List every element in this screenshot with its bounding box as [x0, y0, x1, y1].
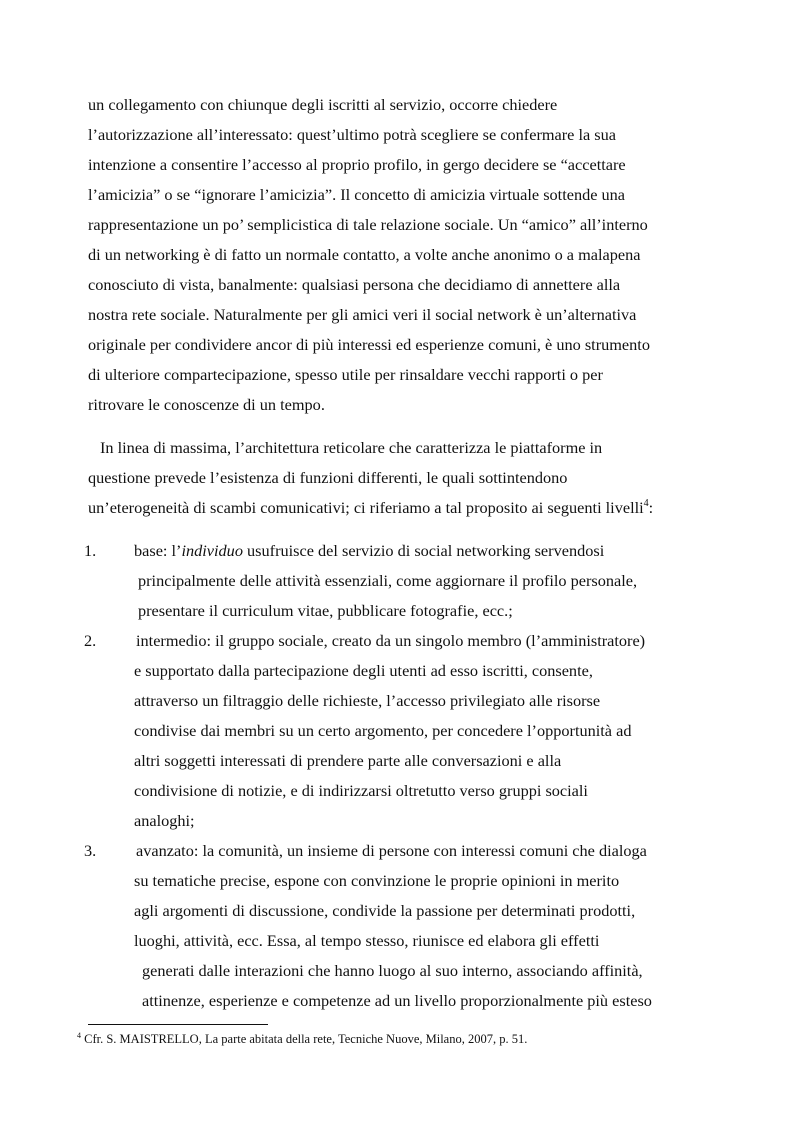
text-line: di un networking è di fatto un normale contatto, a volte anche anonimo o a malapena	[88, 245, 641, 264]
footnote-divider	[88, 1024, 268, 1025]
list-number: 2.	[84, 631, 97, 650]
text-line: presentare il curriculum vitae, pubblicare fotografie, ecc.;	[138, 601, 513, 620]
footnote-text: Cfr. S. MAISTRELLO, La parte abitata della rete, Tecniche Nuove, Milano, 2007, p. 51.	[81, 1032, 528, 1046]
text-line: intenzione a consentire l’accesso al proprio profilo, in gergo decidere se “accettare	[88, 155, 626, 174]
italic-term: individuo	[181, 541, 243, 560]
list-number: 1.	[84, 541, 97, 560]
text-line: altri soggetti interessati di prendere parte alle conversazioni e alla	[134, 751, 562, 770]
text-line: condivise dai membri su un certo argomento, per concedere l’opportunità ad	[134, 721, 632, 740]
text-line: rappresentazione un po’ semplicistica di tale relazione sociale. Un “amico” all’interno	[88, 215, 648, 234]
text-line: generati dalle interazioni che hanno luogo al suo interno, associando affinità,	[142, 961, 643, 980]
text-line: su tematiche precise, espone con convinzione le proprie opinioni in merito	[134, 871, 620, 890]
footnote	[77, 1031, 527, 1047]
text-line: principalmente delle attività essenziali, come aggiornare il profilo personale,	[138, 571, 638, 590]
text-span: base: l’	[134, 541, 182, 560]
text-line	[134, 541, 604, 561]
text-line: agli argomenti di discussione, condivide la passione per determinati prodotti,	[134, 901, 636, 920]
text-line: analoghi;	[134, 811, 195, 830]
text-line: e supportato dalla partecipazione degli utenti ad esso iscritti, consente,	[134, 661, 593, 680]
text-line: un collegamento con chiunque degli iscritti al servizio, occorre chiedere	[88, 95, 558, 114]
text-line: luoghi, attività, ecc. Essa, al tempo stesso, riunisce ed elabora gli effetti	[134, 931, 600, 950]
footnote-number: 4	[77, 1031, 81, 1040]
text-line: avanzato: la comunità, un insieme di persone con interessi comuni che dialoga	[136, 841, 647, 860]
text-line: nostra rete sociale. Naturalmente per gli amici veri il social network è un’alternativa	[88, 305, 637, 324]
text-line	[88, 498, 653, 518]
text-line: conosciuto di vista, banalmente: qualsiasi persona che decidiamo di annettere alla	[88, 275, 621, 294]
text-line: ritrovare le conoscenze di un tempo.	[88, 395, 325, 414]
text-line: attraverso un filtraggio delle richieste, l’accesso privilegiato alle risorse	[134, 691, 601, 710]
footnote-ref: 4	[643, 498, 649, 509]
text-line: In linea di massima, l’architettura reticolare che caratterizza le piattaforme in	[100, 438, 603, 457]
list-number: 3.	[84, 841, 97, 860]
text-line: attinenze, esperienze e competenze ad un livello proporzionalmente più esteso	[142, 991, 652, 1010]
text-span: :	[648, 498, 654, 517]
text-span: un’eterogeneità di scambi comunicativi; ci riferiamo a tal proposito ai seguenti livelli	[88, 498, 644, 517]
text-line: di ulteriore compartecipazione, spesso utile per rinsaldare vecchi rapporti o per	[88, 365, 603, 384]
text-line: l’autorizzazione all’interessato: quest’ultimo potrà scegliere se confermare la sua	[88, 125, 617, 144]
text-line: questione prevede l’esistenza di funzioni differenti, le quali sottintendono	[88, 468, 568, 487]
text-span: usufruisce del servizio di social networking servendosi	[242, 541, 605, 560]
text-line: l’amicizia” o se “ignorare l’amicizia”. Il concetto di amicizia virtuale sottende una	[88, 185, 626, 204]
text-line: condivisione di notizie, e di indirizzarsi oltretutto verso gruppi sociali	[134, 781, 588, 800]
text-line: originale per condividere ancor di più interessi ed esperienze comuni, è uno strumento	[88, 335, 650, 354]
text-line: intermedio: il gruppo sociale, creato da un singolo membro (l’amministratore)	[136, 631, 646, 650]
